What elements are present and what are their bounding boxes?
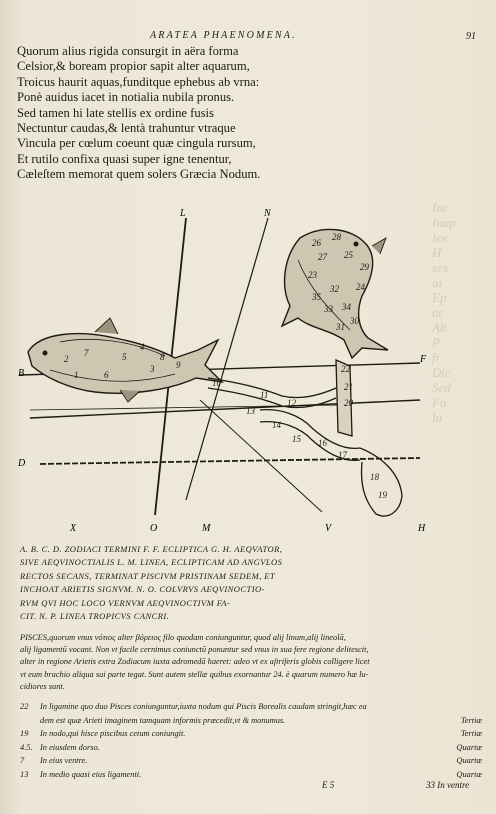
commentary-line: PISCES,quorum vnus νότιος alter βόρειος filo quodam coniunguntur, quod alij linum,alij lineolã, <box>20 633 346 642</box>
star-magnitude: Quartæ <box>456 742 482 752</box>
catalog-row <box>20 716 482 730</box>
svg-text:7: 7 <box>84 348 89 358</box>
catalog-row <box>20 743 482 757</box>
verse-line: Quorum alius rigida consurgit in aëra forma <box>17 44 239 58</box>
commentary-line: alij ligamentũ vocant. Non vt facile cernimus coniunctũ ponuntur sed vnus in sua fere regione delitescit, <box>20 645 369 655</box>
caption-line: CIT. N. P. LINEA TROPICVS CANCRI. <box>20 611 170 622</box>
label-x: X <box>70 523 77 534</box>
caption-line: RVM QVI HOC LOCO VERNVM AEQVINOCTIVM FA- <box>20 597 231 608</box>
label-d: D <box>18 458 26 469</box>
svg-text:30: 30 <box>350 316 359 326</box>
star-description: In ligamine quo duo Pisces coniunguntur,iuxta nodum qui Piscis Borealis caudam stringit,hæc ea <box>40 702 367 711</box>
svg-text:20: 20 <box>344 398 353 408</box>
catalog-row <box>20 756 482 770</box>
star-magnitude: Tertiæ <box>460 729 482 739</box>
figure-bottom-letters <box>0 518 496 536</box>
catalog-row <box>20 702 482 716</box>
svg-text:12: 12 <box>287 398 296 408</box>
verse-line: Et rutilo confixa quasi super igne tenentur, <box>17 151 232 166</box>
pisces-woodcut <box>0 200 496 540</box>
verse-line: Sed tamen hi late stellis ex ordine fusis <box>17 105 214 120</box>
svg-text:35: 35 <box>312 292 321 302</box>
svg-text:27: 27 <box>318 252 327 262</box>
connecting-cord <box>208 360 402 516</box>
tropic-line <box>200 400 322 512</box>
star-number: 22 <box>20 702 29 711</box>
running-title: ARATEA PHAENOMENA. <box>150 30 297 41</box>
svg-text:9: 9 <box>176 360 181 370</box>
catalog-row <box>20 770 482 784</box>
svg-text:33: 33 <box>324 304 333 314</box>
star-description: In eius ventre. <box>40 756 88 766</box>
svg-text:23: 23 <box>308 270 317 280</box>
label-l: L <box>180 208 186 219</box>
catalog-row <box>20 729 482 743</box>
svg-text:13: 13 <box>246 406 255 416</box>
svg-text:32: 32 <box>330 284 339 294</box>
svg-text:8: 8 <box>160 352 165 362</box>
verse-line: Nectuntur caudas,& lentà trahuntur vtraque <box>17 120 236 135</box>
verse-line: Celsior,& boream propior sapit alter aquarum, <box>17 59 250 74</box>
star-description: In medio quasi eius ligamenti. <box>40 769 142 779</box>
star-catalog <box>20 702 482 784</box>
verse-line: Vincula per cœlum coeunt quæ cingula rursum, <box>17 136 256 151</box>
label-o: O <box>150 523 158 534</box>
svg-text:21: 21 <box>344 382 353 392</box>
verse-line: Cæleſtem memorat quem solers Græcia Nodum. <box>17 167 261 182</box>
svg-text:15: 15 <box>292 434 301 444</box>
star-number: 4.5. <box>20 742 33 752</box>
svg-text:28: 28 <box>332 232 341 242</box>
svg-text:10: 10 <box>212 378 221 388</box>
svg-text:18: 18 <box>370 472 379 482</box>
star-number: 13 <box>20 769 29 779</box>
star-magnitude: Tertiæ <box>460 715 482 725</box>
svg-text:5: 5 <box>122 352 127 362</box>
svg-text:2: 2 <box>64 354 69 364</box>
caption-line: INCHOAT ARIETIS SIGNVM. N. O. COLVRVS AEQVINOCTIO- <box>20 584 265 595</box>
page-number: 91 <box>466 31 476 42</box>
star-description: In nodo,qui hisce piscibus cetum coniungit. <box>40 729 186 739</box>
svg-text:34: 34 <box>342 302 351 312</box>
svg-text:3: 3 <box>150 364 155 374</box>
svg-text:25: 25 <box>344 250 353 260</box>
svg-text:19: 19 <box>378 490 387 500</box>
svg-text:14: 14 <box>272 420 281 430</box>
label-v: V <box>325 523 332 534</box>
star-description: In eiusdem dorso. <box>40 742 100 752</box>
svg-text:16: 16 <box>318 438 327 448</box>
caption-line: A. B. C. D. ZODIACI TERMINI F. F. ECLIPTICA G. H. AEQVATOR, <box>20 544 283 554</box>
svg-text:11: 11 <box>260 390 269 400</box>
label-f: F <box>420 354 427 365</box>
svg-text:4: 4 <box>140 342 145 352</box>
svg-text:26: 26 <box>312 238 321 248</box>
star-number: 19 <box>20 729 29 739</box>
catchword: 33 In ventre <box>426 780 470 790</box>
commentary-line: vt eum brachio aliqua sui parte tegat. Sunt autem stellæ quibus exornantur 24. è quarum numero hæ lu- <box>20 669 369 679</box>
commentary-line: cidiores sunt. <box>20 681 65 691</box>
label-b: B <box>18 368 25 379</box>
label-n: N <box>264 208 271 219</box>
star-number: 7 <box>20 756 25 766</box>
svg-text:29: 29 <box>360 262 369 272</box>
commentary-line: alter in regione Arietis extra Zodiacum iuxta adromedã haeret: adeo vt ex aſtriferis globis colligere licet <box>20 657 370 667</box>
svg-text:6: 6 <box>104 370 109 380</box>
star-magnitude: Quartæ <box>456 769 482 779</box>
label-m: M <box>202 523 211 534</box>
caption-line: SIVE AEQVINOCTIALIS L. M. LINEA, ECLIPTICAM AD ANGVLOS <box>20 557 283 568</box>
label-h: H <box>418 523 426 534</box>
star-description: dem est quæ Arieti imaginem tamquam informis præcedit,vt & monumus. <box>40 715 286 725</box>
verse-line: Troicus haurit aquas,funditque ephebus ab vrna: <box>17 74 260 89</box>
svg-text:17: 17 <box>338 450 347 460</box>
figure-caption <box>20 543 480 623</box>
commentary-paragraph <box>20 632 482 693</box>
zodiac-lower <box>40 458 420 464</box>
svg-text:1: 1 <box>74 370 79 380</box>
star-magnitude: Quartæ <box>456 756 482 766</box>
show-through-text: Inc Inap lex H sex ai Ep ac Ab P fr Dic Sed Fa lu <box>432 200 456 425</box>
signature-mark: E 5 <box>322 780 335 790</box>
caption-line: RECTOS SECANS, TERMINAT PISCIVM PRISTINAM SEDEM, ET <box>20 570 276 581</box>
verse-line: Ponè auidus iacet in notialia nubila pronus. <box>17 90 235 105</box>
svg-text:24: 24 <box>356 282 365 292</box>
latin-verse <box>17 44 317 183</box>
svg-text:31: 31 <box>336 322 345 332</box>
svg-text:22: 22 <box>341 364 350 374</box>
